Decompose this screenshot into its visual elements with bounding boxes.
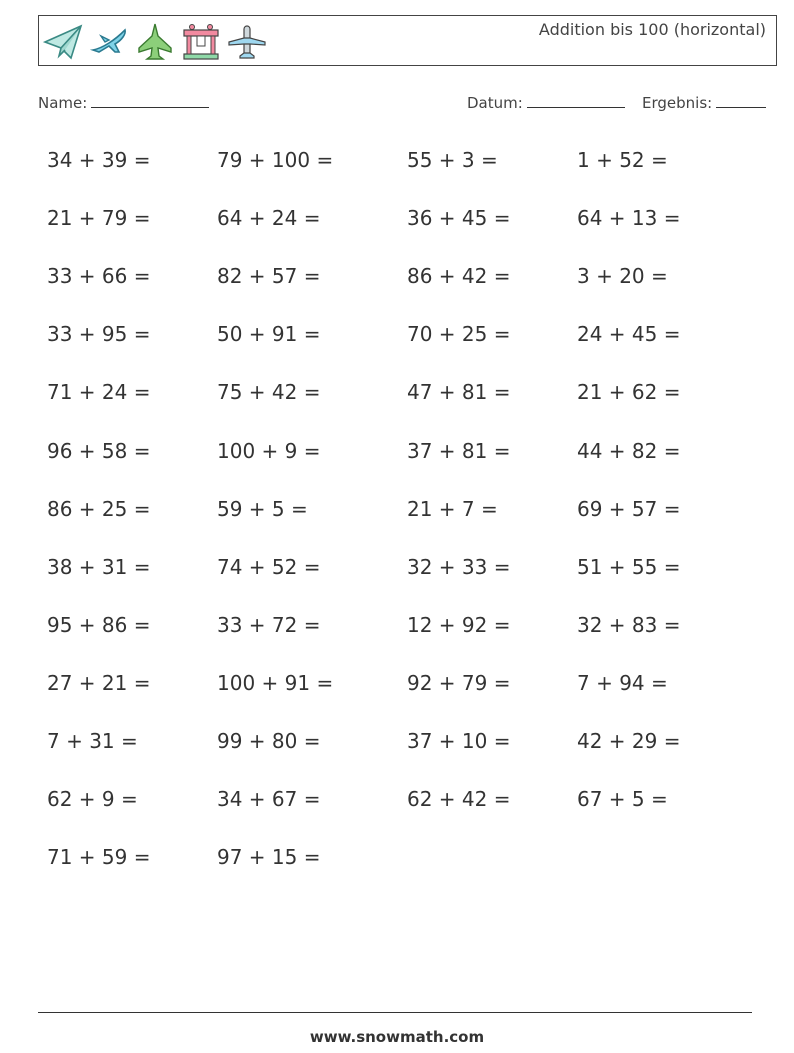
problem-item: 21 + 62 =	[577, 380, 681, 405]
problem-item: 47 + 81 =	[407, 380, 511, 405]
airplane-icon	[227, 22, 267, 62]
problem-item: 55 + 3 =	[407, 148, 498, 172]
problem-item: 71 + 59 =	[47, 845, 151, 870]
problem-item: 7 + 31 =	[47, 729, 138, 753]
problem-item: 42 + 29 =	[577, 729, 681, 753]
problem-item: 24 + 45 =	[577, 322, 681, 347]
problem-item: 21 + 7 =	[407, 496, 498, 521]
date-line[interactable]	[527, 93, 625, 108]
date-label: Datum:	[467, 94, 523, 112]
problem-item: 37 + 81 =	[407, 438, 511, 463]
problem-item: 44 + 82 =	[577, 438, 681, 463]
problem-item: 69 + 57 =	[577, 496, 681, 521]
problem-item: 21 + 79 =	[47, 206, 151, 231]
problem-item: 33 + 72 =	[217, 612, 321, 637]
worksheet-title: Addition bis 100 (horizontal)	[538, 20, 766, 39]
problem-item: 62 + 9 =	[47, 787, 138, 812]
result-label: Ergebnis:	[642, 94, 713, 112]
date-field	[467, 93, 625, 112]
problem-item: 75 + 42 =	[217, 380, 321, 405]
problem-item: 51 + 55 =	[577, 554, 681, 579]
header-box	[38, 15, 777, 66]
name-line[interactable]	[91, 93, 209, 108]
problem-item: 34 + 67 =	[217, 787, 321, 812]
problem-item: 36 + 45 =	[407, 206, 511, 231]
problem-item: 92 + 79 =	[407, 670, 511, 695]
problem-item: 59 + 5 =	[217, 496, 308, 521]
problem-item: 71 + 24 =	[47, 380, 151, 405]
fighter-jet-icon	[135, 22, 175, 62]
problem-item: 32 + 83 =	[577, 612, 681, 637]
problem-item: 86 + 42 =	[407, 264, 511, 289]
problem-item: 95 + 86 =	[47, 612, 151, 637]
problem-item: 74 + 52 =	[217, 554, 321, 579]
problem-item: 86 + 25 =	[47, 496, 151, 521]
problem-item: 32 + 33 =	[407, 554, 511, 579]
paper-plane-icon	[43, 22, 83, 62]
jet-plane-icon	[89, 22, 129, 62]
problem-item: 97 + 15 =	[217, 845, 321, 870]
problem-item: 1 + 52 =	[577, 148, 668, 172]
icon-strip	[43, 22, 267, 62]
result-line[interactable]	[716, 93, 766, 108]
problem-item: 100 + 91 =	[217, 670, 334, 695]
problem-item: 33 + 95 =	[47, 322, 151, 347]
problem-item: 99 + 80 =	[217, 729, 321, 753]
problem-item: 38 + 31 =	[47, 554, 151, 579]
problem-item: 70 + 25 =	[407, 322, 511, 347]
problem-item: 7 + 94 =	[577, 670, 668, 695]
problem-item: 96 + 58 =	[47, 438, 151, 463]
problem-item: 82 + 57 =	[217, 264, 321, 289]
name-label: Name:	[38, 94, 88, 112]
problem-item: 34 + 39 =	[47, 148, 151, 172]
problem-item: 50 + 91 =	[217, 322, 321, 347]
problem-item: 64 + 24 =	[217, 206, 321, 231]
footer-divider	[38, 1012, 752, 1013]
problem-item: 62 + 42 =	[407, 787, 511, 812]
result-field	[642, 93, 766, 112]
problem-item: 33 + 66 =	[47, 264, 151, 289]
problem-item: 64 + 13 =	[577, 206, 681, 231]
airport-gate-icon	[181, 22, 221, 62]
problem-item: 67 + 5 =	[577, 787, 668, 812]
problem-item: 100 + 9 =	[217, 438, 321, 463]
problem-item: 79 + 100 =	[217, 148, 334, 172]
problem-item: 37 + 10 =	[407, 729, 511, 753]
problem-item: 12 + 92 =	[407, 612, 511, 637]
problem-item: 27 + 21 =	[47, 670, 151, 695]
problem-item: 3 + 20 =	[577, 264, 668, 289]
name-field	[38, 93, 209, 112]
footer-url: www.snowmath.com	[309, 1028, 485, 1046]
